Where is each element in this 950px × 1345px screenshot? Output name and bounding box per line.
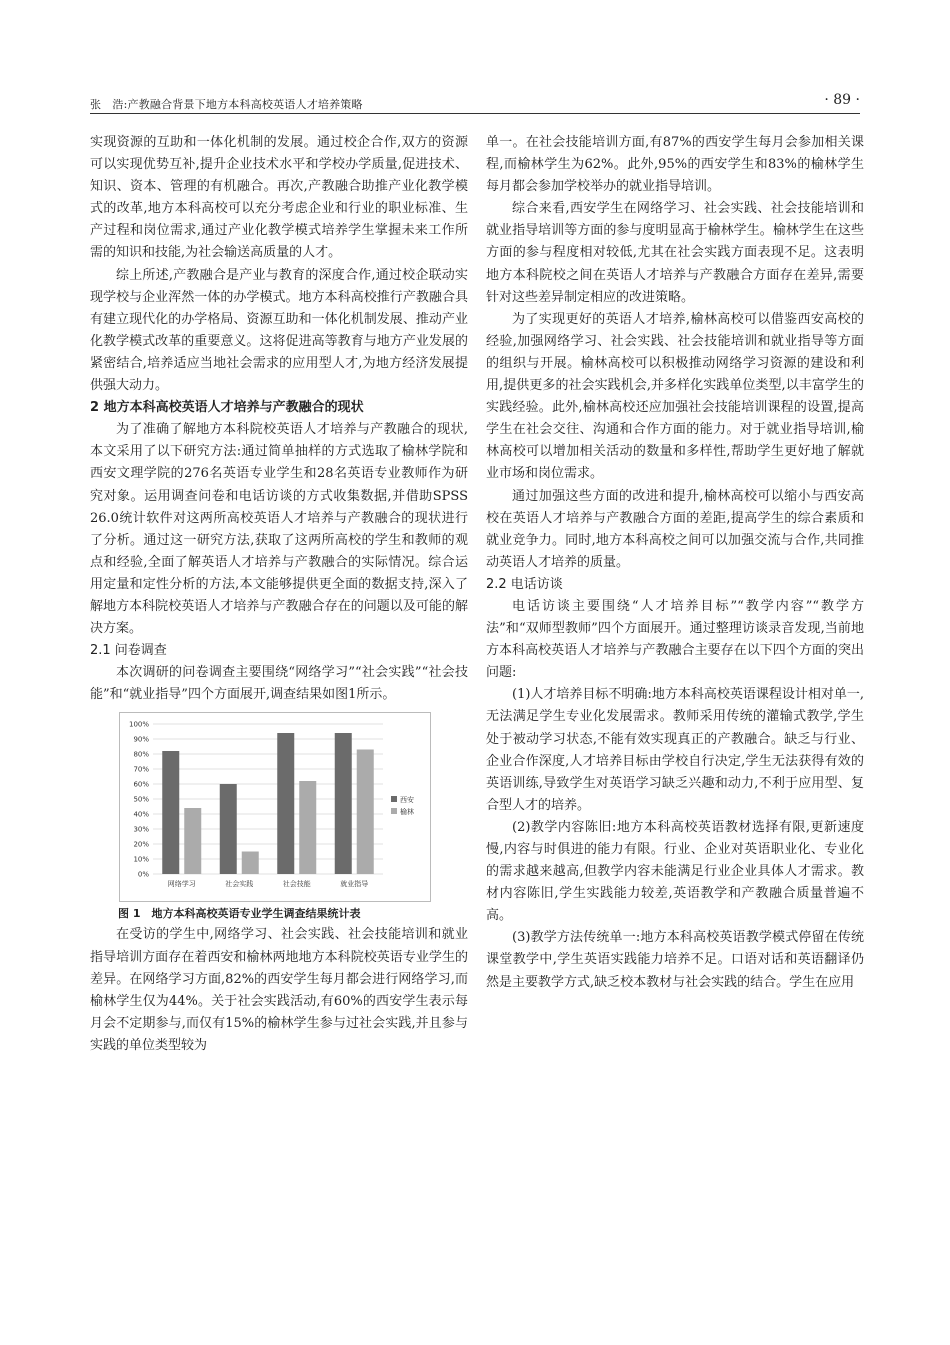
bar-榆林-社会实践	[242, 852, 259, 875]
page-number: · 89 ·	[824, 92, 860, 108]
subsection-heading: 2.2 电话访谈	[486, 576, 563, 592]
paragraph: 通过加强这些方面的改进和提升,榆林高校可以缩小与西安高校在英语人才培养与产教融合方面的差距,提高学生的综合素质和就业竞争力。同时,地方本科高校之间可以加强交流与合作,共同推动英语人才培养的质量。	[486, 488, 864, 570]
section-heading: 2 地方本科高校英语人才培养与产教融合的现状	[90, 400, 364, 416]
paragraph: (1)人才培养目标不明确:地方本科高校英语课程设计相对单一,无法满足学生专业化发展需求。教师采用传统的灌输式教学,学生处于被动学习状态,不能有效实现真正的产教融合。缺乏与行业、企业合作深度,人才培养目标由学校自行决定,学生无法获得有效的英语训练,导致学生对英语学习缺乏兴趣和动力,不利于应用型、复合型人才的培养。	[486, 687, 864, 813]
right-column	[486, 132, 864, 994]
left-column	[90, 132, 468, 1057]
bar-榆林-就业指导	[357, 750, 374, 875]
x-tick-label: 网络学习	[167, 880, 196, 889]
x-tick-label: 社会实践	[225, 880, 254, 889]
y-tick-label: 20%	[133, 840, 149, 849]
paragraph: 为了准确了解地方本科院校英语人才培养与产教融合的现状,本文采用了以下研究方法:通过简单抽样的方式选取了榆林学院和西安文理学院的276名英语专业学生和28名英语专业教师作为研究对象。运用调查问卷和电话访谈的方式收集数据,并借助SPSS 26.0统计软件对这两所高校英语人才培养与产教融合的现状进行了分析。通过这一研究方法,获取了这两所高校的学生和教师的观点和经验,全面了解英语人才培养与产教融合的实际情况。综合运用定量和定性分析的方法,本文能够提供更全面的数据支持,深入了解地方本科院校英语人才培养与产教融合存在的问题以及可能的解决方案。	[90, 422, 468, 637]
y-tick-label: 30%	[133, 825, 149, 834]
paragraph: 实现资源的互助和一体化机制的发展。通过校企合作,双方的资源可以实现优势互补,提升企业技术水平和学校办学质量,促进技术、知识、资本、管理的有机融合。再次,产教融合助推产业化教学模式的改革,地方本科高校可以充分考虑企业和行业的职业标准、生产过程和岗位需求,通过产业化教学模式培养学生掌握未来工作所需的知识和技能,为社会输送高质量的人才。	[90, 135, 468, 261]
bar-榆林-网络学习	[184, 808, 201, 874]
header-rule	[90, 113, 860, 114]
paragraph: 为了实现更好的英语人才培养,榆林高校可以借鉴西安高校的经验,加强网络学习、社会实践、社会技能培训和就业指导等方面的组织与开展。榆林高校可以积极推动网络学习资源的建设和利用,提供更多的社会实践机会,并多样化实践单位类型,以丰富学生的实践经验。此外,榆林高校还应加强社会技能培训课程的设置,提高学生在社会交往、沟通和合作方面的能力。对于就业指导培训,榆林高校可以增加相关活动的数量和多样性,帮助学生更好地了解就业市场和岗位需求。	[486, 311, 864, 482]
y-tick-label: 80%	[133, 750, 149, 759]
y-tick-label: 50%	[133, 795, 149, 804]
y-tick-label: 60%	[133, 780, 149, 789]
figure-caption: 图 1 地方本科高校英语专业学生调查结果统计表	[118, 907, 361, 921]
x-tick-label: 社会技能	[282, 880, 311, 889]
paragraph: 在受访的学生中,网络学习、社会实践、社会技能培训和就业指导培训方面存在着西安和榆林两地地方本科院校英语专业学生的差异。在网络学习方面,82%的西安学生每月都会进行网络学习,而榆林学生仅为44%。关于社会实践活动,有60%的西安学生表示每月会不定期参与,而仅有15%的榆林学生参与过社会实践,并且参与实践的单位类型较为	[90, 927, 468, 1053]
y-tick-label: 90%	[133, 735, 149, 744]
y-tick-label: 70%	[133, 765, 149, 774]
bar-西安-社会实践	[220, 784, 237, 874]
paragraph: (3)教学方法传统单一:地方本科高校英语教学模式停留在传统课堂教学中,学生英语实践能力培养不足。口语对话和英语翻译仍然是主要教学方式,缺乏校本教材与社会实践的结合。学生在应用	[486, 930, 864, 990]
running-title: 张 浩:产教融合背景下地方本科高校英语人才培养策略	[90, 98, 363, 111]
legend-label: 榆林	[400, 808, 414, 817]
bar-西安-网络学习	[162, 751, 179, 874]
paragraph: (2)教学内容陈旧:地方本科高校英语教材选择有限,更新速度慢,内容与时俱进的能力有限。行业、企业对英语职业化、专业化的需求越来越高,但教学内容未能满足行业企业具体人才需求。教材内容陈旧,学生实践能力较差,英语教学和产教融合质量普遍不高。	[486, 819, 864, 924]
y-tick-label: 100%	[128, 720, 149, 729]
figure-1-chart	[119, 712, 431, 902]
paragraph: 本次调研的问卷调查主要围绕“网络学习”“社会实践”“社会技能”和“就业指导”四个方面展开,调查结果如图1所示。	[90, 665, 468, 703]
legend-swatch	[391, 796, 397, 802]
y-tick-label: 40%	[133, 810, 149, 819]
paragraph: 综合来看,西安学生在网络学习、社会实践、社会技能培训和就业指导培训等方面的参与度明显高于榆林学生。榆林学生在这些方面的参与程度相对较低,尤其在社会实践方面表现不足。这表明地方本科院校之间在英语人才培养与产教融合方面存在差异,需要针对这些差异制定相应的改进策略。	[486, 201, 864, 305]
paragraph: 单一。在社会技能培训方面,有87%的西安学生每月会参加相关课程,而榆林学生为62%。此外,95%的西安学生和83%的榆林学生每月都会参加学校举办的就业指导培训。	[486, 135, 864, 195]
bar-chart	[119, 712, 431, 902]
x-tick-label: 就业指导	[340, 880, 369, 889]
y-tick-label: 10%	[133, 855, 149, 864]
page-header	[90, 92, 860, 114]
bar-西安-就业指导	[335, 733, 352, 874]
legend-label: 西安	[400, 796, 414, 805]
y-tick-label: 0%	[137, 870, 149, 879]
paragraph: 电话访谈主要围绕“人才培养目标”“教学内容”“教学方法”和“双师型教师”四个方面展开。通过整理访谈录音发现,当前地方本科高校英语人才培养与产教融合主要存在以下四个方面的突出问题:	[486, 598, 864, 681]
bar-西安-社会技能	[277, 733, 294, 874]
subsection-heading: 2.1 问卷调查	[90, 643, 167, 659]
legend-swatch	[391, 808, 397, 814]
paragraph: 综上所述,产教融合是产业与教育的深度合作,通过校企联动实现学校与企业浑然一体的办学模式。地方本科高校推行产教融合具有建立现代化的办学格局、资源互助和一体化机制发展、推动产业化教学模式改革的重要意义。这将促进高等教育与地方产业发展的紧密结合,培养适应当地社会需求的应用型人才,为地方经济发展提供强大动力。	[90, 267, 468, 394]
bar-榆林-社会技能	[299, 781, 316, 874]
